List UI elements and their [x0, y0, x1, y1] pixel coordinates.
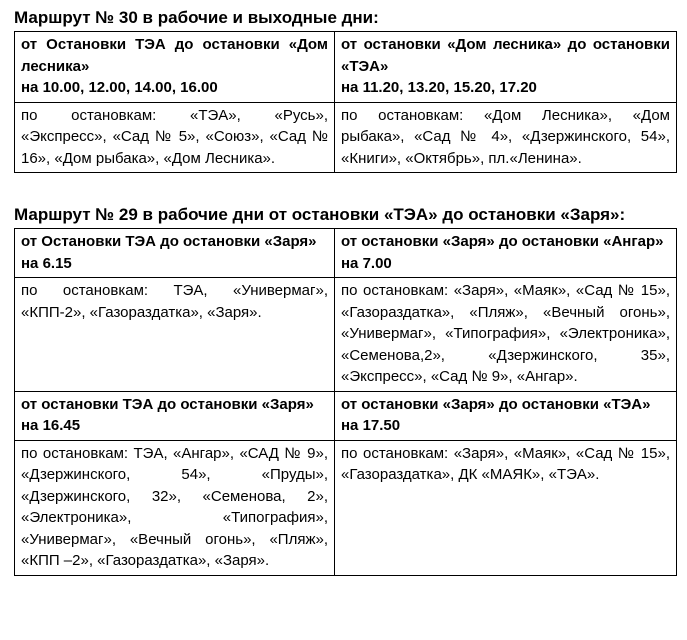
- route-29-evening-right-header: [335, 391, 677, 440]
- route-29-morning-left-stops: [15, 278, 335, 392]
- departure-times: на 16.45: [21, 417, 81, 434]
- stops-list: по остановкам: «Заря», «Маяк», «Сад № 15», «Газораздатка», ДК «МАЯК», «ТЭА».: [341, 444, 670, 483]
- route-30-right-stops: [335, 102, 677, 173]
- route-29-evening-right-stops: [335, 440, 677, 575]
- table-row: [15, 391, 677, 440]
- route-29-morning-right-stops: [335, 278, 677, 392]
- departure-times: на 11.20, 13.20, 15.20, 17.20: [341, 79, 537, 96]
- departure-times: на 7.00: [341, 254, 392, 272]
- table-row: [15, 32, 677, 103]
- route-30-table: [14, 31, 677, 173]
- route-30-right-header: [335, 32, 677, 103]
- stops-list: по остановкам: «Заря», «Маяк», «Сад № 15», «Газораздатка», «Пляж», «Вечный огонь», «Универмаг», «Типография», «Электроника», «Семенова,2», «Дзержинского, 35», «Экспресс», «Сад № 9», «Ангар».: [341, 282, 670, 385]
- table-row: [15, 278, 677, 392]
- stops-list: по остановкам: ТЭА, «Универмаг», «КПП-2», «Газораздатка», «Заря».: [21, 282, 328, 321]
- route-30-left-header: [15, 32, 335, 103]
- direction-heading: от Остановки ТЭА до остановки «Дом лесника»: [21, 36, 328, 75]
- stops-list: по остановкам: ТЭА, «Ангар», «САД № 9», «Дзержинского, 54», «Пруды», «Дзержинского, 32», «Семенова, 2», «Электроника», «Типография», «Универмаг», «Вечный огонь», «Пляж», «КПП –2», «Газораздатка», «Заря».: [21, 444, 328, 569]
- departure-times: на 17.50: [341, 417, 401, 434]
- route-29-evening-left-header: [15, 391, 335, 440]
- departure-times: на 10.00, 12.00, 14.00, 16.00: [21, 79, 218, 96]
- direction-heading: от остановки «Дом лесника» до остановки «ТЭА»: [341, 36, 670, 75]
- departure-times: на 6.15: [21, 254, 72, 272]
- route-29-morning-right-header: [335, 229, 677, 278]
- direction-heading: от остановки «Заря» до остановки «Ангар»: [341, 233, 664, 250]
- route-29-table: [14, 228, 677, 576]
- stops-list: по остановкам: «Дом Лесника», «Дом рыбака», «Сад № 4», «Дзержинского, 54», «Книги», «Октябрь», пл.«Ленина».: [341, 106, 670, 167]
- route-29-morning-left-header: [15, 229, 335, 278]
- route-30-title: Маршрут № 30 в рабочие и выходные дни:: [14, 8, 379, 27]
- table-row: [15, 229, 677, 278]
- route-30-left-stops: [15, 102, 335, 173]
- table-row: [15, 102, 677, 173]
- direction-heading: от Остановки ТЭА до остановки «Заря»: [21, 233, 317, 250]
- table-row: [15, 440, 677, 575]
- direction-heading: от остановки ТЭА до остановки «Заря»: [21, 395, 314, 413]
- direction-heading: от остановки «Заря» до остановки «ТЭА»: [341, 395, 651, 413]
- stops-list: по остановкам: «ТЭА», «Русь», «Экспресс», «Сад № 5», «Союз», «Сад № 16», «Дом рыбака», «Дом Лесника».: [21, 106, 328, 167]
- route-29-evening-left-stops: [15, 440, 335, 575]
- route-29-title: Маршрут № 29 в рабочие дни от остановки «ТЭА» до остановки «Заря»:: [14, 205, 626, 224]
